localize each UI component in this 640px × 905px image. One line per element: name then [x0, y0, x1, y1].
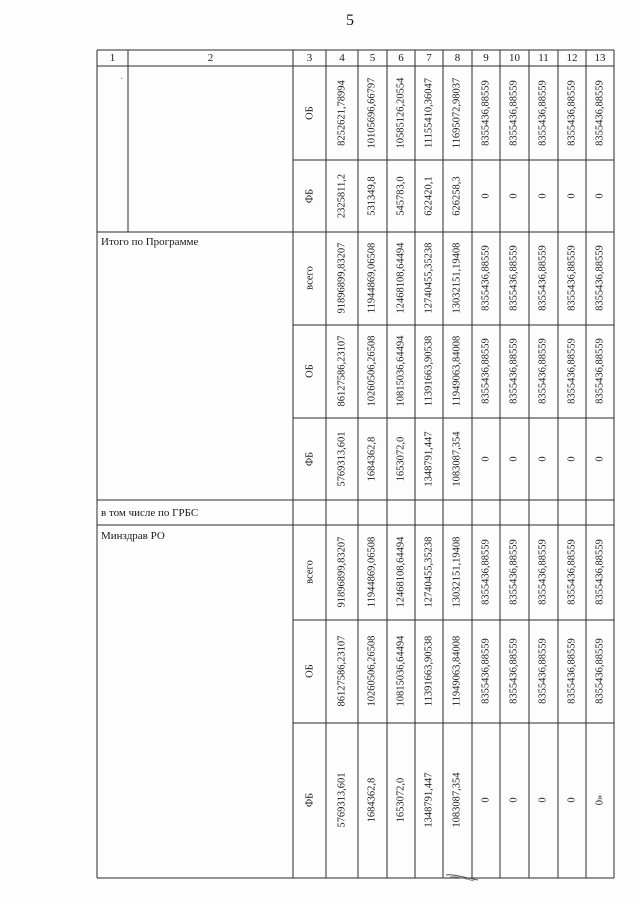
header-cell: 11 [538, 52, 549, 64]
scan-mark: · [120, 74, 124, 85]
header-cell: 10 [509, 52, 520, 64]
pen-scribble [444, 872, 480, 882]
minzdrav-label: Минздрав РО [101, 530, 165, 542]
header-cell: 1 [109, 52, 116, 64]
page-number: 5 [346, 12, 354, 29]
header-cell: 3 [306, 52, 313, 64]
header-cell: 4 [339, 52, 345, 64]
header-cell: 2 [207, 52, 214, 64]
header-cell: 5 [369, 52, 376, 64]
header-cell: 9 [483, 52, 489, 64]
header-cell: 8 [454, 52, 461, 64]
header-cell: 6 [398, 52, 404, 64]
total-program-label: Итого по Программе [101, 236, 199, 248]
header-cell: 13 [594, 52, 606, 64]
header-cell: 7 [426, 52, 432, 64]
grbs-label: в том числе по ГРБС [101, 507, 199, 519]
header-cell: 12 [566, 52, 578, 64]
